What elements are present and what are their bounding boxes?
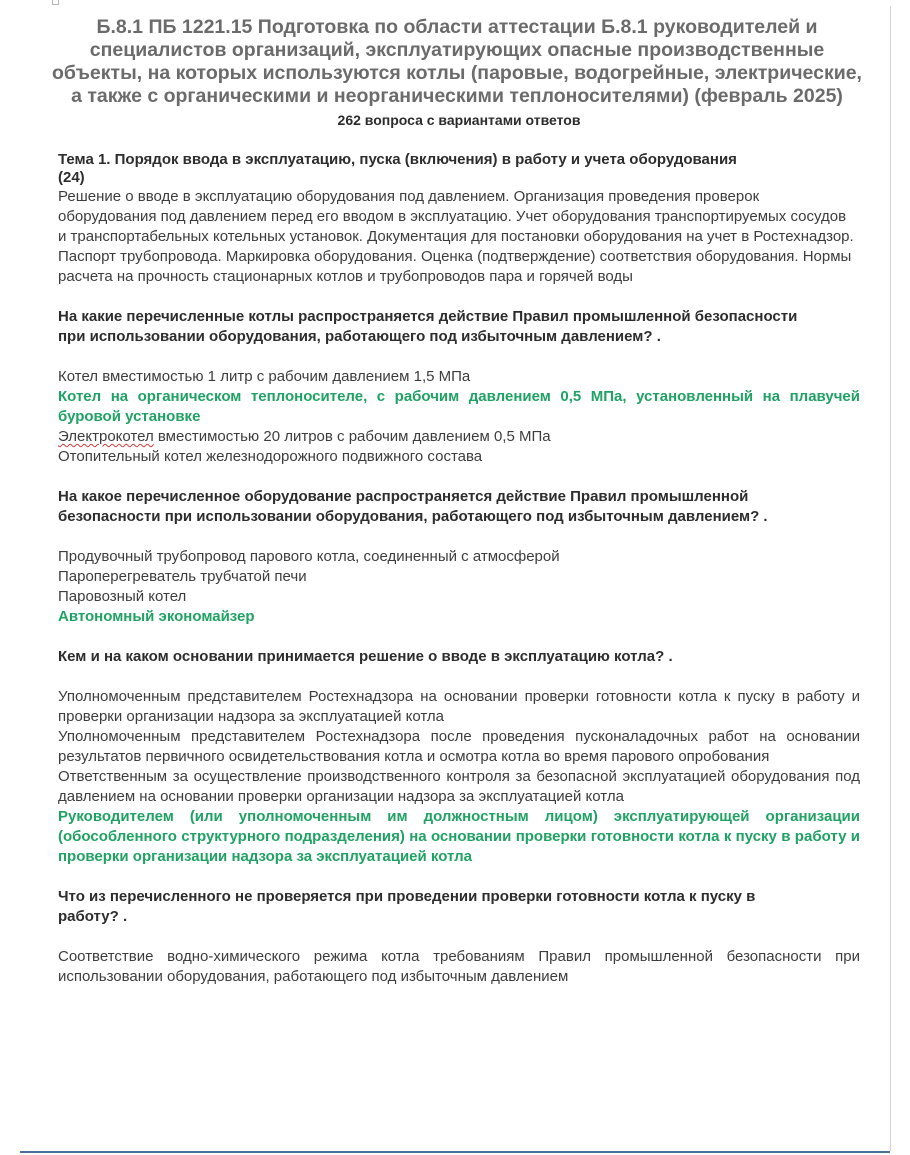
answer-option-correct: Руководителем (или уполномоченным им должностным лицом) эксплуатирующей организации (обособленного структурного подразделения) на основании проверки готовности котла к пуску в работу и проверки организации надзора за эксплуатацией котла <box>58 808 860 865</box>
answer-option-rest: вместимостью 20 литров с рабочим давлением 0,5 МПа <box>153 428 551 445</box>
answer-list-3 <box>58 687 860 867</box>
question-2: На какое перечисленное оборудование распространяется действие Правил промышленной безопасности при использовании оборудования, работающего под избыточным давлением? . <box>58 488 768 525</box>
answer-option: Отопительный котел железнодорожного подвижного состава <box>58 448 483 465</box>
topic-description: Решение о вводе в эксплуатацию оборудования под давлением. Организация проведения проверок оборудования под давлением перед его вводом в эксплуатацию. Учет оборудования транспортируемых сосудов и транспортабельных котельных установок. Документация для постановки оборудования на учет в Ростехнадзор. Паспорт трубопровода. Маркировка оборудования. Оценка (подтверждение) соответствия оборудования. Нормы расчета на прочность стационарных котлов и трубопроводов пара и горячей воды <box>58 188 854 285</box>
question-1: На какие перечисленные котлы распространяется действие Правил промышленной безопасности при использовании оборудования, работающего под избыточным давлением? . <box>58 308 798 345</box>
question-3: Кем и на каком основании принимается решение о вводе в эксплуатацию котла? . <box>58 648 673 665</box>
answer-option: Уполномоченным представителем Ростехнадзора на основании проверки готовности котла к пуску в работу и проверки организации надзора за эксплуатацией котла <box>58 688 860 725</box>
answer-list-1 <box>58 367 860 467</box>
answer-option <box>58 427 860 447</box>
document-content <box>52 16 862 987</box>
document-subtitle: 262 вопроса с вариантами ответов <box>337 112 581 128</box>
page-bottom-border <box>20 1151 890 1153</box>
answer-option: Пароперегреватель трубчатой печи <box>58 568 307 585</box>
answer-option-correct: Котел на органическом теплоносителе, с рабочим давлением 0,5 МПа, установленный на плавучей буровой установке <box>58 388 860 425</box>
answer-option: Паровозный котел <box>58 588 187 605</box>
answer-option: Ответственным за осуществление производственного контроля за безопасной эксплуатацией оборудования под давлением на основании проверки организации надзора за эксплуатацией котла <box>58 768 860 805</box>
page-right-edge <box>890 6 891 1151</box>
answer-option-correct: Автономный экономайзер <box>58 608 255 625</box>
topic-title: Тема 1. Порядок ввода в эксплуатацию, пуска (включения) в работу и учета оборудования (24) <box>58 151 737 186</box>
question-4: Что из перечисленного не проверяется при проведении проверки готовности котла к пуску в работу? . <box>58 888 756 925</box>
answer-option: Соответствие водно-химического режима котла требованиям Правил промышленной безопасности при использовании оборудования, работающего под избыточным давлением <box>58 948 860 985</box>
answer-list-4 <box>58 947 860 987</box>
answer-option: Продувочный трубопровод парового котла, соединенный с атмосферой <box>58 548 560 565</box>
document-title: Б.8.1 ПБ 1221.15 Подготовка по области аттестации Б.8.1 руководителей и специалистов организаций, эксплуатирующих опасные производственные объекты, на которых используются котлы (паровые, водогрейные, электрические, а также с органическими и неорганическими теплоносителями) (февраль 2025) <box>52 16 862 107</box>
spellcheck-word[interactable]: Электрокотел <box>58 428 154 445</box>
answer-option: Котел вместимостью 1 литр с рабочим давлением 1,5 МПа <box>58 368 471 385</box>
answer-list-2 <box>58 547 860 627</box>
text-boundary-corner-mark <box>52 0 59 5</box>
answer-option: Уполномоченным представителем Ростехнадзора после проведения пусконаладочных работ на основании результатов первичного освидетельствования котла и осмотра котла во время парового опробования <box>58 728 860 765</box>
